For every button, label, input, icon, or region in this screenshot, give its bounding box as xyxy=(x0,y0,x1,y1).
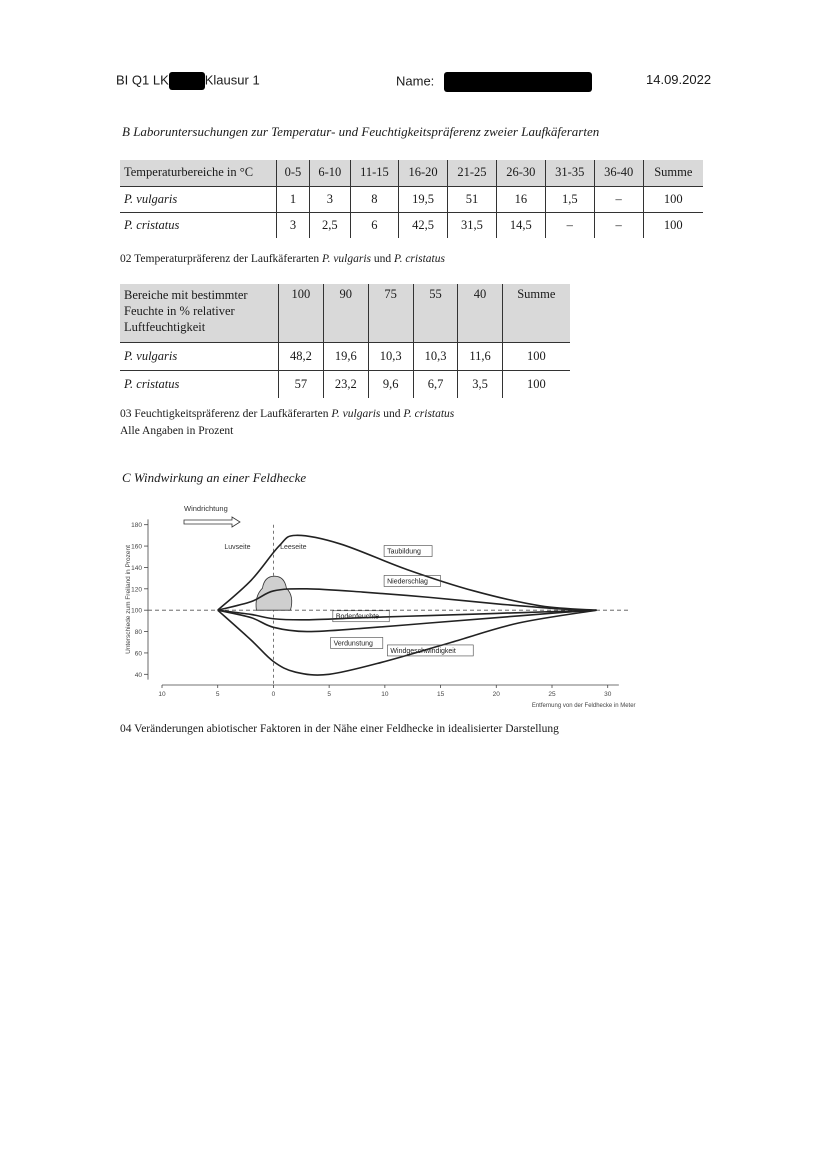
caption-text: 03 Feuchtigkeitspräferenz der Laufkäferarten xyxy=(120,408,329,420)
value-cell: 8 xyxy=(350,186,398,212)
x-tick-label: 20 xyxy=(492,691,500,698)
y-tick-label: 160 xyxy=(131,543,142,551)
value-cell: 6 xyxy=(350,212,398,238)
series-label-taubildung: Taubildung xyxy=(387,548,421,556)
name-redaction-bar xyxy=(444,72,592,92)
header-name xyxy=(396,72,592,92)
species-cell: P. cristatus xyxy=(124,376,180,391)
course-label: BI Q1 LK xyxy=(116,72,169,88)
value-cell: 42,5 xyxy=(399,212,448,238)
x-tick-label: 25 xyxy=(548,691,556,698)
value-cell: 100 xyxy=(502,370,570,398)
wind-direction-label: Windrichtung xyxy=(184,504,228,513)
value-cell: 6,7 xyxy=(413,370,458,398)
series-label-verdunstung: Verdunstung xyxy=(333,640,373,648)
leeseite-label: Leeseite xyxy=(280,544,307,552)
temp-header-cell: 26-30 xyxy=(496,160,545,186)
value-cell: – xyxy=(594,212,643,238)
caption-species: P. cristatus xyxy=(403,408,455,420)
x-tick-label: 10 xyxy=(158,691,166,698)
y-axis-label: Unterschiede zum Freiland in Prozent xyxy=(125,545,132,654)
temp-header-cell: 16-20 xyxy=(399,160,448,186)
redaction-bar xyxy=(169,72,205,90)
value-cell: 19,6 xyxy=(323,342,368,370)
temp-header-cell: 11-15 xyxy=(350,160,398,186)
humidity-header-cell: Summe xyxy=(502,284,570,342)
value-cell: 51 xyxy=(447,186,496,212)
value-cell: 100 xyxy=(502,342,570,370)
temp-header-cell: 31-35 xyxy=(545,160,594,186)
x-axis-label: Entfernung von der Feldhecke in Meter xyxy=(531,703,636,709)
value-cell: 57 xyxy=(279,370,324,398)
humidity-header-cell: 55 xyxy=(413,284,458,342)
x-tick-label: 30 xyxy=(604,691,612,698)
species-cell: P. vulgaris xyxy=(120,342,279,370)
value-cell: 10,3 xyxy=(413,342,458,370)
x-tick-label: 5 xyxy=(215,691,220,698)
humidity-header-cell: 100 xyxy=(279,284,324,342)
series-label-niederschlag: Niederschlag xyxy=(387,578,428,586)
caption-species: P. vulgaris xyxy=(331,408,381,420)
x-tick-label: 10 xyxy=(381,691,389,698)
value-cell: 100 xyxy=(643,186,703,212)
table-row xyxy=(120,212,703,238)
caption-text: und xyxy=(373,253,392,265)
chart-caption: 04 Veränderungen abiotischer Faktoren in der Nähe einer Feldhecke in idealisierter Darstellung xyxy=(120,723,559,735)
temp-header-cell: Summe xyxy=(643,160,703,186)
y-tick-label: 60 xyxy=(134,650,142,658)
value-cell: 48,2 xyxy=(279,342,324,370)
caption-species: P. vulgaris xyxy=(322,253,372,265)
temp-header-cell: 36-40 xyxy=(594,160,643,186)
humidity-header-cell: 90 xyxy=(323,284,368,342)
value-cell: 16 xyxy=(496,186,545,212)
wind-arrow-icon xyxy=(184,517,240,527)
value-cell: 10,3 xyxy=(368,342,413,370)
luvseite-label: Luvseite xyxy=(224,544,251,552)
temperature-table xyxy=(120,160,703,238)
humidity-header-cell: 75 xyxy=(368,284,413,342)
value-cell: 3,5 xyxy=(458,370,502,398)
caption-text: 02 Temperaturpräferenz der Laufkäferarten xyxy=(120,253,320,265)
x-tick-label: 15 xyxy=(436,691,445,698)
table-row xyxy=(120,186,703,212)
x-tick-label: 5 xyxy=(327,691,331,698)
temp-header-cell: Temperaturbereiche in °C xyxy=(120,160,277,186)
y-tick-label: 120 xyxy=(131,586,142,594)
humidity-header-cell: 40 xyxy=(458,284,502,342)
y-tick-label: 80 xyxy=(134,629,142,637)
temp-header-cell: 21-25 xyxy=(447,160,496,186)
value-cell: – xyxy=(545,212,594,238)
wind-effect-chart xyxy=(120,500,665,710)
x-tick-label: 0 xyxy=(271,691,276,698)
temp-header-cell: 0-5 xyxy=(277,160,310,186)
value-cell: 1,5 xyxy=(545,186,594,212)
y-tick-label: 140 xyxy=(131,564,142,572)
section-c-title: C Windwirkung an einer Feldhecke xyxy=(122,470,307,485)
header-date: 14.09.2022 xyxy=(646,72,712,87)
value-cell: 1 xyxy=(277,186,310,212)
value-cell: 100 xyxy=(643,212,703,238)
humidity-header-cell: Bereiche mit bestimmter Feuchte in % relativer Luftfeuchtigkeit xyxy=(120,284,279,342)
humidity-caption xyxy=(120,406,454,440)
value-cell: 23,2 xyxy=(323,370,368,398)
series-line-windgeschwindigkeit xyxy=(218,610,597,675)
caption-text: und xyxy=(383,408,401,420)
table-row xyxy=(120,342,570,370)
series-label-bodenfeuchte: Bodenfeuchte xyxy=(335,613,380,621)
table-row xyxy=(120,370,570,398)
series-label-windgeschwindigkeit: Windgeschwindigkeit xyxy=(390,647,456,655)
temperature-caption xyxy=(120,253,445,265)
humidity-table xyxy=(120,284,570,398)
y-tick-label: 100 xyxy=(131,607,142,615)
species-cell: P. cristatus xyxy=(124,217,180,232)
species-cell: P. vulgaris xyxy=(120,186,277,212)
caption-note: Alle Angaben in Prozent xyxy=(120,425,234,437)
value-cell: 9,6 xyxy=(368,370,413,398)
y-tick-label: 40 xyxy=(134,671,142,679)
value-cell: – xyxy=(594,186,643,212)
name-label: Name: xyxy=(396,73,435,89)
header-course xyxy=(116,72,260,90)
y-tick-label: 180 xyxy=(131,522,142,530)
hedge-tree-icon xyxy=(256,576,292,610)
value-cell: 11,6 xyxy=(458,342,502,370)
series-line-verdunstung xyxy=(218,610,597,631)
temp-header-cell: 6-10 xyxy=(309,160,350,186)
value-cell: 3 xyxy=(277,212,310,238)
value-cell: 31,5 xyxy=(447,212,496,238)
value-cell: 3 xyxy=(309,186,350,212)
caption-species: P. cristatus xyxy=(394,253,445,265)
value-cell: 14,5 xyxy=(496,212,545,238)
value-cell: 19,5 xyxy=(399,186,448,212)
section-b-title: B Laboruntersuchungen zur Temperatur- und Feuchtigkeitspräferenz zweier Laufkäferarten xyxy=(122,124,600,139)
value-cell: 2,5 xyxy=(309,212,350,238)
exam-label: Klausur 1 xyxy=(204,72,260,88)
